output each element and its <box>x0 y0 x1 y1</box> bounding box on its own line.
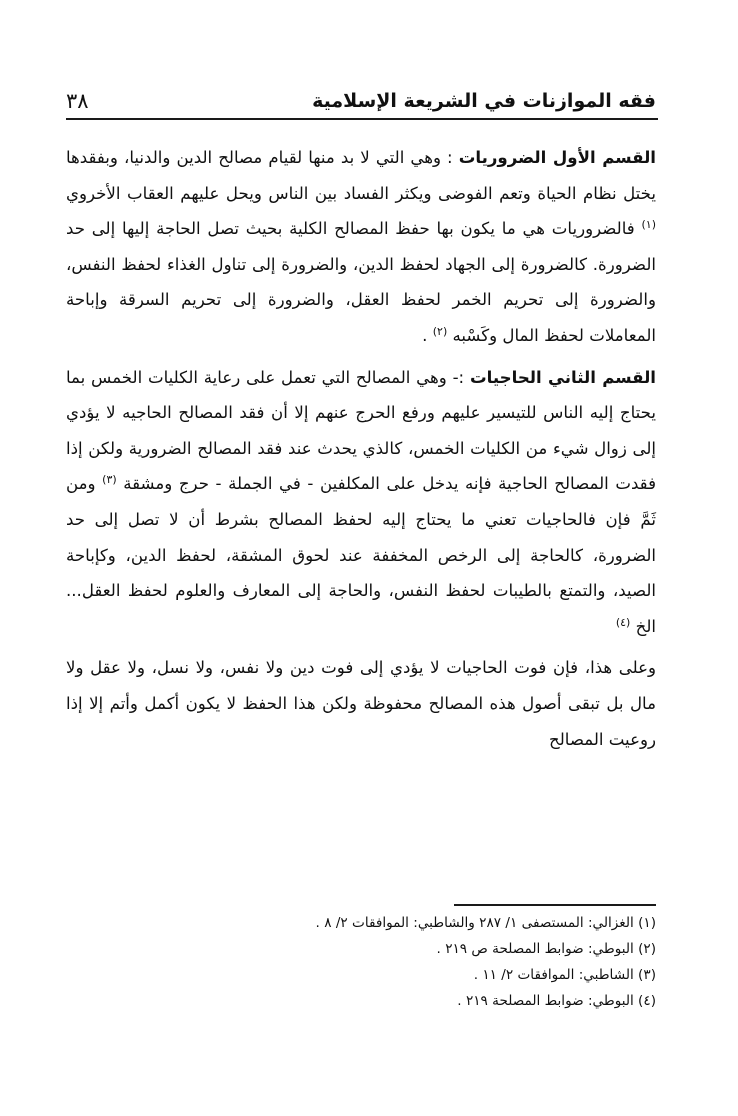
paragraph-necessities <box>66 140 656 354</box>
header-rule <box>66 118 658 120</box>
footnote-3: (٣) الشاطبي: الموافقات ٢/ ١١ . <box>473 967 656 983</box>
footnote-ref-2[interactable]: (٢) <box>432 324 448 338</box>
paragraph-text: وعلى هذا، فإن فوت الحاجيات لا يؤدي إلى فوت دين ولا نفس، ولا نسل، ولا عقل ولا مال بل تبقى أصول هذه المصالح محفوظة ولكن هذا الحفظ لا يكون أكمل وأتم إلا إذا روعيت المصالح <box>66 658 656 749</box>
paragraph-text: :- وهي المصالح التي تعمل على رعاية الكليات الخمس بما يحتاج إليه الناس للتيسير عليهم ورفع الحرج عنهم إلا أن فقد المصالح الحاجيه لا يؤدي إلى زوال شيء من الكليات الخمس، كالذي يحدث عند فقد المصالح الضرورية ولكن إذا فقدت المصالح الحاجية فإنه يدخل على المكلفين - في الجملة - حرج ومشقة <box>66 367 657 494</box>
paragraph-text: ومن ثَمَّ فإن فالحاجيات تعني ما يحتاج إليه لحفظ المصالح بشرط أن لا تصل إلى حد الضرورة، كالحاجة إلى الرخص المخففة عند لحوق المشقة، لحفظ الدين، وكإباحة الصيد، والتمتع بالطيبات لحفظ النفس، والحاجة إلى المعارف والعلوم لحفظ العقل... الخ <box>66 474 656 636</box>
page-number: ٣٨ <box>66 89 89 113</box>
footnotes <box>66 910 656 1014</box>
paragraph-needs <box>66 360 656 645</box>
footnote-ref-3[interactable]: (٣) <box>102 473 117 487</box>
footnote-ref-1[interactable]: (١) <box>641 218 656 232</box>
footnote-2: (٢) البوطي: ضوابط المصلحة ص ٢١٩ . <box>436 941 656 957</box>
paragraph-text: : وهي التي لا بد منها لقيام مصالح الدين والدنيا، وبفقدها يختل نظام الحياة وتعم الفوضى ويكثر الفساد بين الناس ويحل عليهم العقاب الأخروي <box>66 148 656 203</box>
footnote-1: (١) الغزالي: المستصفى ١/ ٢٨٧ والشاطبي: الموافقات ٢/ ٨ . <box>315 915 656 931</box>
running-header <box>66 88 656 114</box>
paragraph-text: فالضروريات هي ما يكون بها حفظ المصالح الكلية بحيث تصل الحاجة إليها إلى حد الضرورة. كالضرورة إلى الجهاد لحفظ الدين، والضرورة إلى تناول الغذاء لحفظ النفس، والضرورة إلى تحريم الخمر لحفظ العقل، والضرورة إلى تحريم السرقة وإباحة المعاملات لحفظ المال وكَسْبه <box>66 219 656 345</box>
running-title: فقه الموازنات في الشريعة الإسلامية <box>312 90 656 112</box>
paragraph-conclusion <box>66 650 656 757</box>
footnote-separator <box>454 904 656 906</box>
paragraph-text: . <box>422 325 428 345</box>
footnote-ref-4[interactable]: (٤) <box>615 615 631 629</box>
section-heading-needs: القسم الثاني الحاجيات <box>469 367 656 387</box>
section-heading-necessities: القسم الأول الضروريات <box>458 148 656 167</box>
footnote-4: (٤) البوطي: ضوابط المصلحة ٢١٩ . <box>457 993 656 1009</box>
body-text <box>66 140 656 757</box>
